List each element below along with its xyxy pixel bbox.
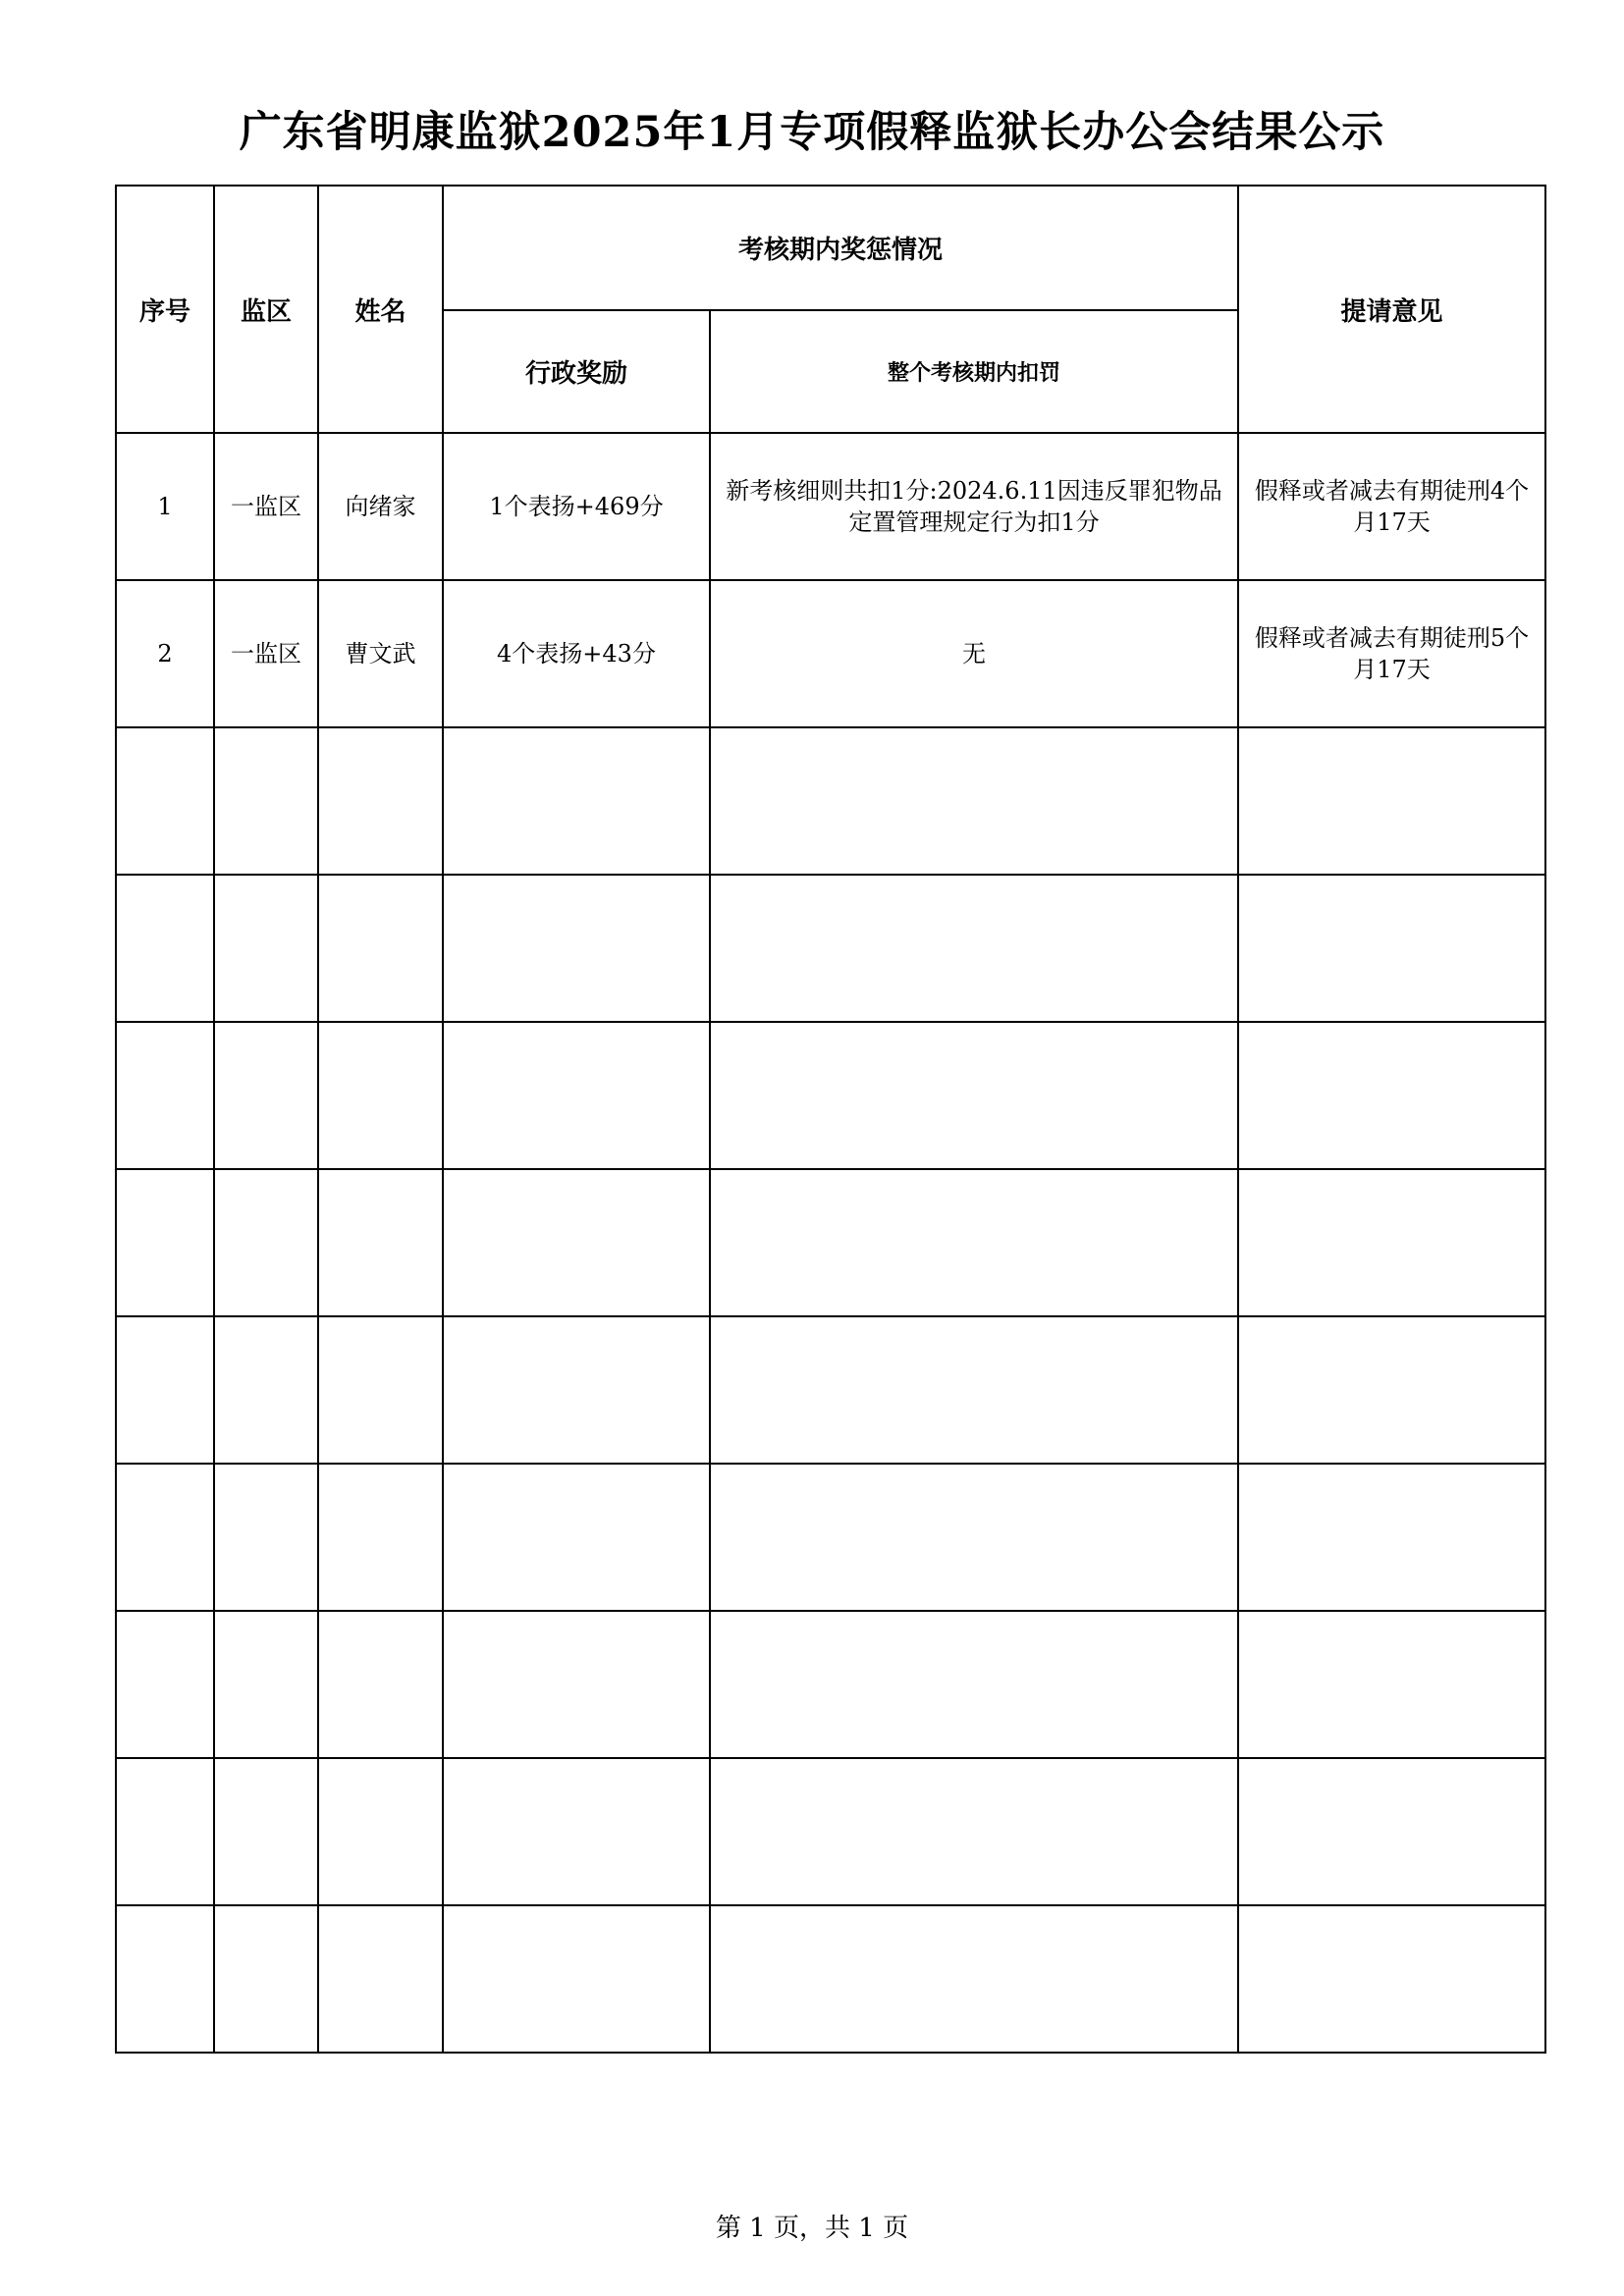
cell-district: 一监区 bbox=[214, 433, 318, 580]
empty-table-row bbox=[116, 1169, 1545, 1316]
header-row-1 bbox=[116, 186, 1545, 310]
cell-opinion: 假释或者减去有期徒刑5个月17天 bbox=[1238, 580, 1545, 727]
cell-penalty: 新考核细则共扣1分:2024.6.11因违反罪犯物品定置管理规定行为扣1分 bbox=[710, 433, 1238, 580]
header-name: 姓名 bbox=[318, 186, 443, 433]
cell-district: 一监区 bbox=[214, 580, 318, 727]
header-district: 监区 bbox=[214, 186, 318, 433]
header-reward-penalty-group: 考核期内奖惩情况 bbox=[443, 186, 1238, 310]
page-title: 广东省明康监狱2025年1月专项假释监狱长办公会结果公示 bbox=[239, 108, 1385, 157]
empty-table-row bbox=[116, 1022, 1545, 1169]
cell-seq: 2 bbox=[116, 580, 214, 727]
empty-table-row bbox=[116, 1611, 1545, 1758]
header-reward: 行政奖励 bbox=[443, 310, 710, 433]
cell-seq: 1 bbox=[116, 433, 214, 580]
empty-table-row bbox=[116, 1464, 1545, 1611]
header-opinion: 提请意见 bbox=[1238, 186, 1545, 433]
table-row bbox=[116, 433, 1545, 580]
empty-table-row bbox=[116, 1758, 1545, 1905]
header-penalty: 整个考核期内扣罚 bbox=[710, 310, 1238, 433]
cell-penalty: 无 bbox=[710, 580, 1238, 727]
cell-opinion: 假释或者减去有期徒刑4个月17天 bbox=[1238, 433, 1545, 580]
empty-table-row bbox=[116, 727, 1545, 875]
cell-reward: 1个表扬+469分 bbox=[443, 433, 710, 580]
empty-table-row bbox=[116, 875, 1545, 1022]
empty-table-row bbox=[116, 1905, 1545, 2053]
empty-table-row bbox=[116, 1316, 1545, 1464]
table-row bbox=[116, 580, 1545, 727]
header-seq: 序号 bbox=[116, 186, 214, 433]
cell-name: 曹文武 bbox=[318, 580, 443, 727]
cell-reward: 4个表扬+43分 bbox=[443, 580, 710, 727]
results-table bbox=[115, 185, 1546, 2054]
cell-name: 向绪家 bbox=[318, 433, 443, 580]
page-footer: 第 1 页，共 1 页 bbox=[715, 2214, 909, 2243]
